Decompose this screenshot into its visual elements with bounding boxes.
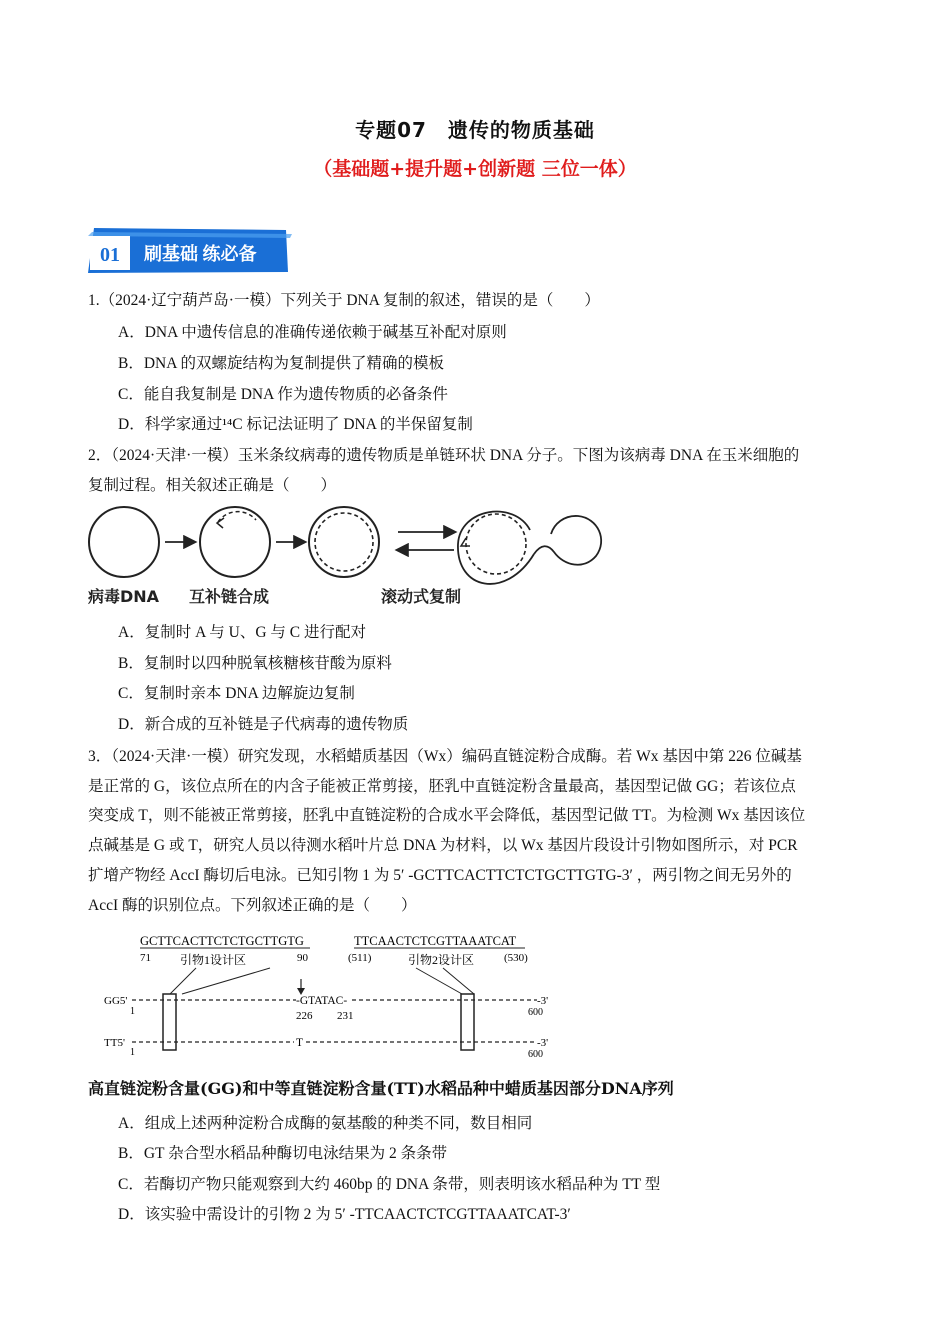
gg-3prime: -3'	[537, 995, 549, 1007]
question-1-option-a[interactable]: A．DNA 中遗传信息的准确传递依赖于碱基互补配对原则	[118, 324, 507, 341]
tt-pos-1: 1	[130, 1047, 135, 1058]
question-1-option-d[interactable]: D．科学家通过¹⁴C 标记法证明了 DNA 的半保留复制	[118, 416, 473, 433]
accI-site-sequence: -GTATAC-	[296, 995, 348, 1007]
pos-90: 90	[297, 952, 308, 964]
question-1-option-b[interactable]: B．DNA 的双螺旋结构为复制提供了精确的模板	[118, 355, 444, 372]
gg-pos-600: 600	[528, 1007, 543, 1018]
page-subtitle: （基础题+提升题+创新题 三位一体）	[313, 158, 637, 180]
rolling-circle-strand	[458, 512, 534, 584]
question-3-option-b[interactable]: B．GT 杂合型水稻品种酶切电泳结果为 2 条条带	[118, 1145, 448, 1162]
double-strand-circle	[309, 507, 379, 577]
pos-530: (530)	[504, 952, 528, 964]
question-3-text-line-4: 点碱基是 G 或 T，研究人员以待测水稻叶片总 DNA 为材料，以 Wx 基因片段设计引物如图所示，对 PCR	[88, 837, 798, 854]
pos-71: 71	[140, 952, 151, 964]
question-3-option-d[interactable]: D．该实验中需设计的引物 2 为 5′ -TTCAACTCTCGTTAAATCAT-3′	[118, 1206, 571, 1223]
virus-dna-circle	[89, 507, 159, 577]
wx-gene-sequence-figure	[100, 928, 560, 1064]
primer2-sequence: TTCAACTCTCGTTAAATCAT	[354, 934, 517, 948]
primer1-region-label: 引物1设计区	[180, 953, 247, 967]
tt-pos-600: 600	[528, 1049, 543, 1060]
primer1-sequence: GCTTCACTTCTCTGCTTGTG	[140, 934, 304, 948]
question-3-text-line-6: AccI 酶的识别位点。下列叙述正确的是（ ）	[88, 897, 417, 914]
figure-caption: 高直链淀粉含量(GG)和中等直链淀粉含量(TT)水稻品种中蜡质基因部分DNA序列	[88, 1079, 674, 1098]
question-3-option-c[interactable]: C．若酶切产物只能观察到大约 460bp 的 DNA 条带，则表明该水稻品种为 TT 型	[118, 1176, 661, 1193]
question-1-option-c[interactable]: C．能自我复制是 DNA 作为遗传物质的必备条件	[118, 386, 448, 403]
page-title: 专题07 遗传的物质基础	[355, 118, 595, 142]
question-2-option-c[interactable]: C．复制时亲本 DNA 边解旋边复制	[118, 685, 355, 702]
question-3-option-a[interactable]: A．组成上述两种淀粉合成酶的氨基酸的种类不同，数目相同	[118, 1115, 533, 1132]
complement-synthesis-label: 互补链合成	[189, 587, 270, 606]
section-banner	[86, 226, 296, 276]
question-3-text-line-1: 3．（2024·天津·一模）研究发现，水稻蜡质基因（Wx）编码直链淀粉合成酶。若 Wx 基因中第 226 位碱基	[88, 748, 802, 765]
gg-pos-1: 1	[130, 1006, 135, 1017]
question-1-text: 1.（2024·辽宁葫芦岛·一模）下列关于 DNA 复制的叙述，错误的是（ ）	[88, 292, 600, 309]
virus-dna-label: 病毒DNA	[88, 587, 160, 606]
question-2-text-line-2: 复制过程。相关叙述正确是（ ）	[88, 477, 337, 494]
question-2-option-a[interactable]: A．复制时 A 与 U、G 与 C 进行配对	[118, 624, 367, 641]
virus-replication-figure	[86, 500, 616, 612]
tt-strand-label: TT5'	[104, 1037, 125, 1049]
complement-synthesis-circle	[200, 507, 270, 577]
question-3-text-line-3: 突变成 T，则不能被正常剪接，胚乳中直链淀粉的合成水平会降低，基因型记做 TT。为检测 Wx 基因该位	[88, 807, 806, 824]
question-2-text-line-1: 2．（2024·天津·一模）玉米条纹病毒的遗传物质是单链环状 DNA 分子。下图为该病毒 DNA 在玉米细胞的	[88, 447, 800, 464]
pos-231: 231	[337, 1010, 354, 1022]
section-label: 刷基础 练必备	[144, 244, 257, 264]
question-3-text-line-5: 扩增产物经 AccI 酶切后电泳。已知引物 1 为 5′ -GCTTCACTTCTCTGCTTGTG-3′ ，两引物之间无另外的	[88, 867, 792, 884]
primer2-region-label: 引物2设计区	[408, 953, 475, 967]
pos-511: (511)	[348, 952, 372, 964]
tt-3prime: -3'	[537, 1037, 549, 1049]
gg-strand-label: GG5'	[104, 995, 128, 1007]
question-3-text-line-2: 是正常的 G，该位点所在的内含子能被正常剪接，胚乳中直链淀粉含量最高，基因型记做 GG；若该位点	[88, 778, 796, 795]
pos-226: 226	[296, 1010, 313, 1022]
question-2-option-d[interactable]: D．新合成的互补链是子代病毒的遗传物质	[118, 716, 409, 733]
question-2-option-b[interactable]: B．复制时以四种脱氧核糖核苷酸为原料	[118, 655, 392, 672]
section-number: 01	[100, 244, 120, 266]
rolling-replication-label: 滚动式复制	[381, 587, 462, 606]
tt-mutation-base: T	[296, 1037, 304, 1049]
